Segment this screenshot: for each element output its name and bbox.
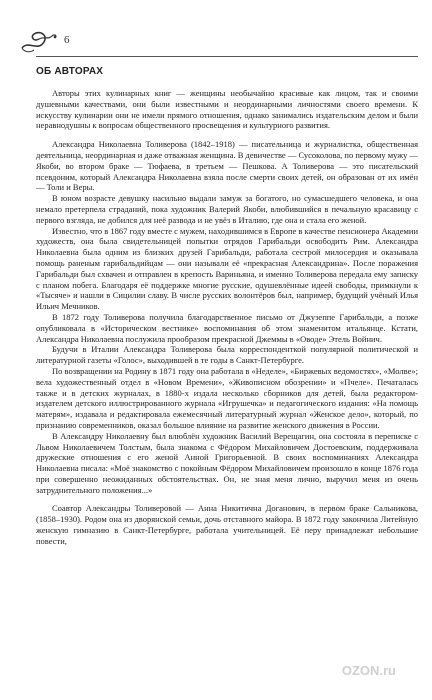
page-number: 6	[64, 34, 70, 46]
paragraph: Александра Николаевна Толиверова (1842–1918) — писательница и журналистка, общественная деятельница, неординарная и даже отважная женщина. В девичестве — Сусоколова, по первому мужу — Якоби, во втором браке — Тюфаева, в третьем — Пешкова. А Толиверова — это писательский псевдоним, который Александра Николаевна взяла после смерти своих детей, он образован от их имён — Толи и Веры.	[36, 139, 418, 193]
watermark: OZON.ru	[341, 663, 396, 678]
page-header	[18, 22, 418, 58]
section-title: ОБ АВТОРАХ	[36, 66, 104, 77]
paragraph: В 1872 году Толиверова получила благодарственное письмо от Джузеппе Гарибальди, а позже опубликовала в «Историческом вестнике» воспоминания об этом знаменитом итальянце. Кстати, Александра Николаевна послужила прообразом прекрасной Джеммы в «Оводе» Этель Войнич.	[36, 311, 418, 344]
header-rule	[36, 56, 418, 57]
paragraph: Авторы этих кулинарных книг — женщины необычайно красивые как лицом, так и своими душевными качествами, они были известными и неординарными личностями своего времени. К искусству кулинарии они не имели прямого отношения, однако занимались издательским делом и были неравнодушны к вопросам общественного просвещения и культурного развития.	[36, 88, 418, 131]
serpent-ornament-icon	[18, 22, 58, 56]
paragraph: Соавтор Александры Толиверовой — Анна Никитична Доганович, в первом браке Сальникова, (1858–1930). Родом она из дворянской семьи, дочь отставного майора. В 1872 году закончила Литейную женскую гимназию в Санкт-Петербурге, работала учительницей. Её перу принадлежат небольшие повести,	[36, 503, 418, 546]
paragraph: Известно, что в 1867 году вместе с мужем, находившимся в Европе в качестве пенсионера Академии художеств, она была свидетельницей попытки отрядов Гарибальди освободить Рим. Александра Николаевна была одним из близких друзей Гарибальди, работала сестрой милосердия и оказывала помощь раненым гарибальдийцам — они называли её «прекрасная Александрина». После поражения Гарибальди был схвачен и отправлен в крепость Вариньяна, и именно Толиверова передала ему записку с планом побега. Благодаря её поддержке многие русские, одушевлённые идеей свободы, примкнули к «Тысяче» и нашли в Сицилии славу. В числе русских волонтёров был, например, будущий учёный Илья Ильич Мечников.	[36, 225, 418, 312]
paragraph: В юном возрасте девушку насильно выдали замуж за богатого, но сумасшедшего человека, и она немало претерпела страданий, пока художник Валерий Якоби, влюбившийся в печальную красавицу с первого взгляда, не добился для неё развода и не увёз в Италию, где она и стала его женой.	[36, 193, 418, 225]
body-text	[36, 88, 418, 678]
paragraph: Будучи в Италии Александра Толиверова была корреспонденткой популярной политической и литературной газеты «Голос», выходившей в те годы в Санкт-Петербурге.	[36, 344, 418, 366]
paragraph: По возвращении на Родину в 1871 году она работала в «Неделе», «Биржевых ведомостях», «Молве»; вела художественный отдел в «Новом Времени», «Живописном обозрении» и «Пчеле». Печаталась также и в детских журналах, в 1880-х издала несколько сборников для детей, была редактором-издателем детского иллюстрированного журнала «Игрушечка» и педагогического издания: «На помощь матерям», издавала и редактировала ежемесячный литературный журнал «Женское дело», который, по признанию современников, оказал большое влияние на развитие женского движения в России.	[36, 365, 418, 430]
paragraph: В Александру Николаевну был влюблён художник Василий Верещагин, она состояла в переписке с Львом Николаевичем Толстым, была знакома с Фёдором Михайловичем Достоевским, поддерживала дружеские отношения с его женой Анной Григорьевной. В своих воспоминаниях Александра Николаевна писала: «Моё знакомство с покойным Фёдором Михайловичем произошло в конце 1876 года при совершенно неожиданных обстоятельствах. Он, не зная меня лично, выручил меня из очень затруднительного положения...»	[36, 430, 418, 495]
